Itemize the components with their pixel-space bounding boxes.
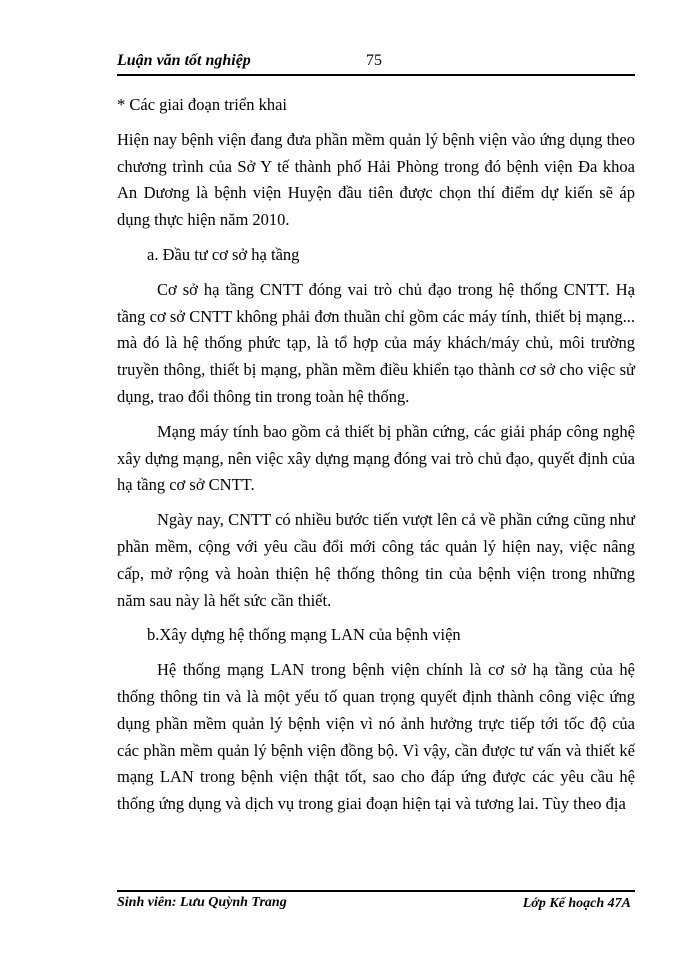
subheading-a: a. Đầu tư cơ sở hạ tầng [147,244,300,264]
paragraph-2: Cơ sở hạ tầng CNTT đóng vai trò chủ đạo trong hệ thống CNTT. Hạ tầng cơ sở CNTT không phải đơn thuần chỉ gồm các máy tính, thiết bị mạng... mà đó là hệ thống phức tạp, là tổ hợp của máy khách/máy chủ, môi trường truyền thông, thiết bị mạng, phần mềm điều khiển tạo thành cơ sở cho việc sử dụng, trao đổi thông tin trong toàn hệ thống. [117,279,635,406]
page-body [117,92,635,826]
class-name: Lớp Kế hoạch 47A [522,896,631,911]
paragraph-5: Hệ thống mạng LAN trong bệnh viện chính là cơ sở hạ tầng của hệ thống thông tin và là một yếu tố quan trọng quyết định thành công việc ứng dụng phần mềm quản lý bệnh viện vì nó ảnh hưởng trực tiếp tới tốc độ của các phần mềm quản lý bệnh viện đồng bộ. Vì vậy, cần được tư vấn và thiết kế mạng LAN trong bệnh viện thật tốt, sao cho đáp ứng được các yêu cầu hệ thống ứng dụng và dịch vụ trong giai đoạn hiện tại và tương lai. Tùy theo địa [117,660,635,814]
paragraph-4: Ngày nay, CNTT có nhiều bước tiến vượt lên cả về phần cứng cũng như phần mềm, cộng với yêu cầu đổi mới công tác quản lý hiện nay, việc nâng cấp, mở rộng và hoàn thiện hệ thống thông tin của bệnh viện trong những năm sau này là hết sức cần thiết. [117,510,635,610]
page-number: 75 [366,52,382,69]
page-footer [117,890,635,911]
page-header [117,50,635,76]
subheading-b: b.Xây dựng hệ thống mạng LAN của bệnh viện [147,625,461,645]
section-heading: * Các giai đoạn triển khai [117,95,287,114]
paragraph-3: Mạng máy tính bao gồm cả thiết bị phần cứng, các giải pháp công nghệ xây dựng mạng, nên việc xây dựng mạng đóng vai trò chủ đạo, quyết định của hạ tầng cơ sở CNTT. [117,421,635,495]
paragraph-1: Hiện nay bệnh viện đang đưa phần mềm quản lý bệnh viện vào ứng dụng theo chương trình của Sở Y tế thành phố Hải Phòng trong đó bệnh viện Đa khoa An Dương là bệnh viện Huyện đầu tiên được chọn thí điểm dự kiến sẽ áp dụng thực hiện năm 2010. [117,129,635,230]
student-name: Sinh viên: Lưu Quỳnh Trang [117,895,287,910]
thesis-title: Luận văn tốt nghiệp [117,52,251,69]
